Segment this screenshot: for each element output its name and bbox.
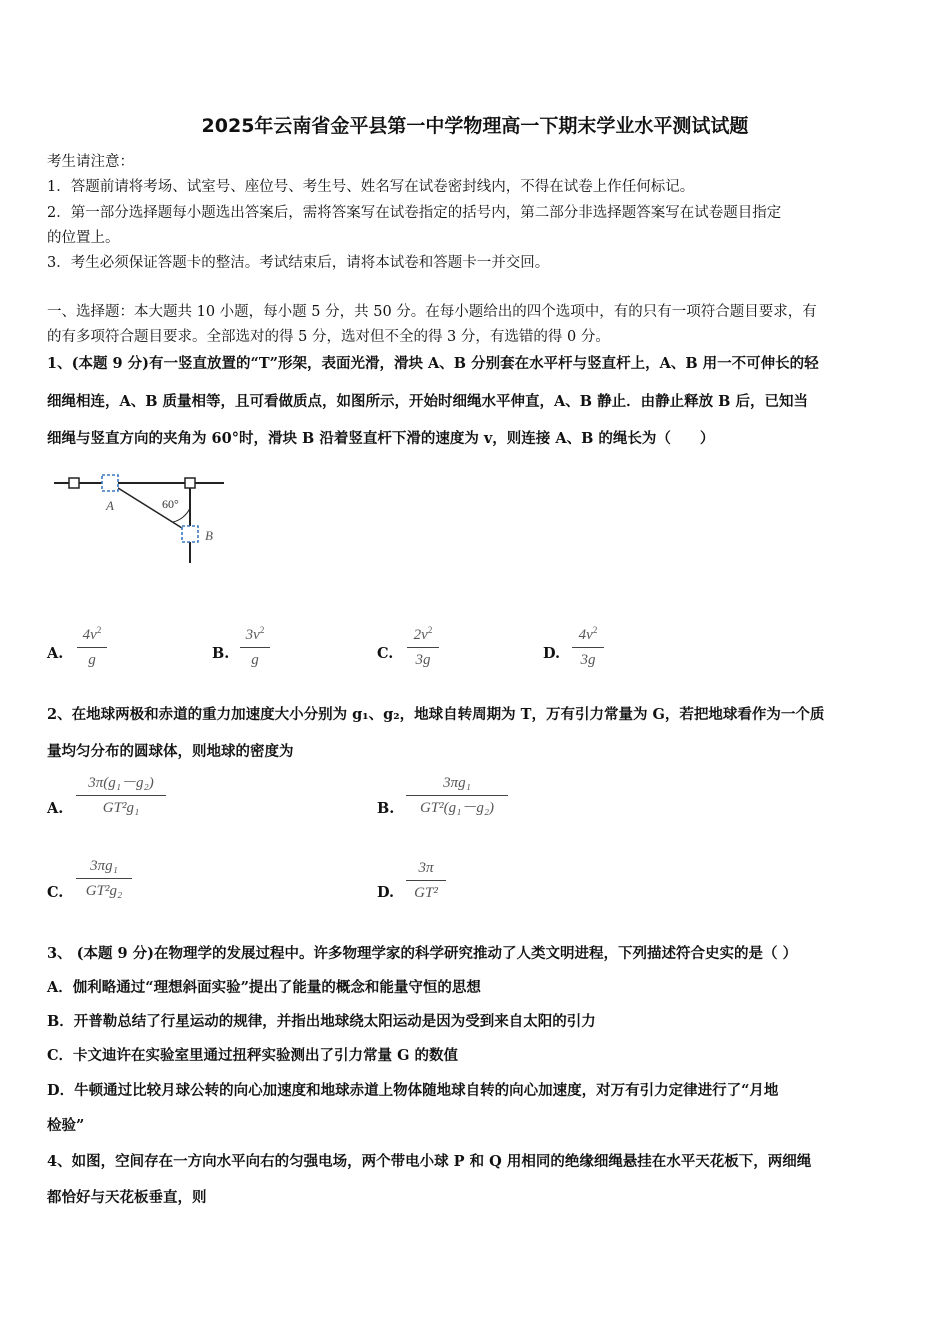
q1-option-b-formula: $3v^2$ g (240, 620, 270, 670)
label-a: A (106, 498, 114, 513)
q2-option-c-label: C. (47, 884, 64, 901)
question-2-stem: 量均匀分布的圆球体，则地球的密度为 (47, 743, 294, 760)
rod-end-stop (69, 478, 79, 488)
question-1-stem: 1、(本题 9 分)有一竖直放置的“T”形架，表面光滑，滑块 A、B 分别套在水平杆与竖直杆上，A、B 用一不可伸长的轻 (47, 355, 819, 372)
q2-option-c-formula: 3πg₁ GT²g₂ (76, 856, 132, 901)
notice-item: 的位置上。 (47, 230, 120, 246)
question-1-stem: 细绳相连，A、B 质量相等，且可看做质点，如图所示，开始时细绳水平伸直，A、B 静止．由静止释放 B 后，已知当 (47, 393, 808, 410)
exam-title: 2025年云南省金平县第一中学物理高一下期末学业水平测试试题 (201, 115, 749, 137)
q1-option-d-label: D. (543, 645, 561, 662)
q3-option: 检验” (47, 1117, 85, 1134)
q1-option-a-label: A. (47, 645, 64, 662)
question-3-stem: 3、 (本题 9 分)在物理学的发展过程中。许多物理学家的科学研究推动了人类文明进程，下列描述符合史实的是（ ） (47, 945, 798, 962)
label-b: B (205, 528, 213, 543)
notice-item: 3．考生必须保证答题卡的整洁。考试结束后，请将本试卷和答题卡一并交回。 (47, 255, 550, 271)
q3-option: C．卡文迪许在实验室里通过扭秤实验测出了引力常量 G 的数值 (47, 1047, 459, 1064)
q1-option-c-formula: $2v^2$ 3g (407, 620, 439, 670)
q2-option-b-formula: 3πg₁ GT²(g₁－g₂) (406, 773, 508, 818)
slider-b (182, 526, 198, 542)
q3-option: B．开普勒总结了行星运动的规律，并指出地球绕太阳运动是因为受到来自太阳的引力 (47, 1013, 596, 1030)
q1-option-c-label: C. (377, 645, 394, 662)
section-instructions: 一、选择题：本大题共 10 小题，每小题 5 分，共 50 分。在每小题给出的四个选项中，有的只有一项符合题目要求，有 (47, 304, 817, 320)
notice-item: 1．答题前请将考场、试室号、座位号、考生号、姓名写在试卷密封线内，不得在试卷上作任何标记。 (47, 179, 695, 195)
q3-option: A．伽利略通过“理想斜面实验”提出了能量的概念和能量守恒的思想 (47, 979, 481, 996)
q2-option-a-label: A. (47, 800, 64, 817)
angle-label: 60° (162, 497, 179, 511)
q2-option-d-formula: 3π GT² (406, 858, 446, 903)
q2-option-a-formula: 3π(g₁－g₂) GT²g₁ (76, 773, 166, 818)
question-2-stem: 2、在地球两极和赤道的重力加速度大小分别为 g₁、g₂，地球自转周期为 T，万有引力常量为 G，若把地球看作为一个质 (47, 706, 825, 723)
question-4-stem: 4、如图，空间存在一方向水平向右的匀强电场，两个带电小球 P 和 Q 用相同的绝缘细绳悬挂在水平天花板下，两细绳 (47, 1153, 812, 1170)
q1-option-d-formula: $4v^2$ 3g (572, 620, 604, 670)
q2-option-b-label: B. (377, 800, 395, 817)
q3-option: D．牛顿通过比较月球公转的向心加速度和地球赤道上物体随地球自转的向心加速度，对万有引力定律进行了“月地 (47, 1082, 779, 1099)
q1-option-b-label: B. (212, 645, 230, 662)
notice-heading: 考生请注意： (47, 154, 134, 170)
q1-option-a-formula: $4v^2$ g (77, 620, 107, 670)
q2-option-d-label: D. (377, 884, 395, 901)
t-frame-figure (50, 468, 240, 573)
question-1-stem: 细绳与竖直方向的夹角为 60°时，滑块 B 沿着竖直杆下滑的速度为 v，则连接 A、B 的绳长为（ ） (47, 430, 715, 447)
section-instructions: 的有多项符合题目要求。全部选对的得 5 分，选对但不全的得 3 分，有选错的得 0 分。 (47, 329, 610, 345)
slider-a (102, 475, 118, 491)
question-4-stem: 都恰好与天花板垂直，则 (47, 1189, 207, 1206)
rod-joint (185, 478, 195, 488)
notice-item: 2．第一部分选择题每小题选出答案后，需将答案写在试卷指定的括号内，第二部分非选择题答案写在试卷题目指定 (47, 205, 782, 221)
